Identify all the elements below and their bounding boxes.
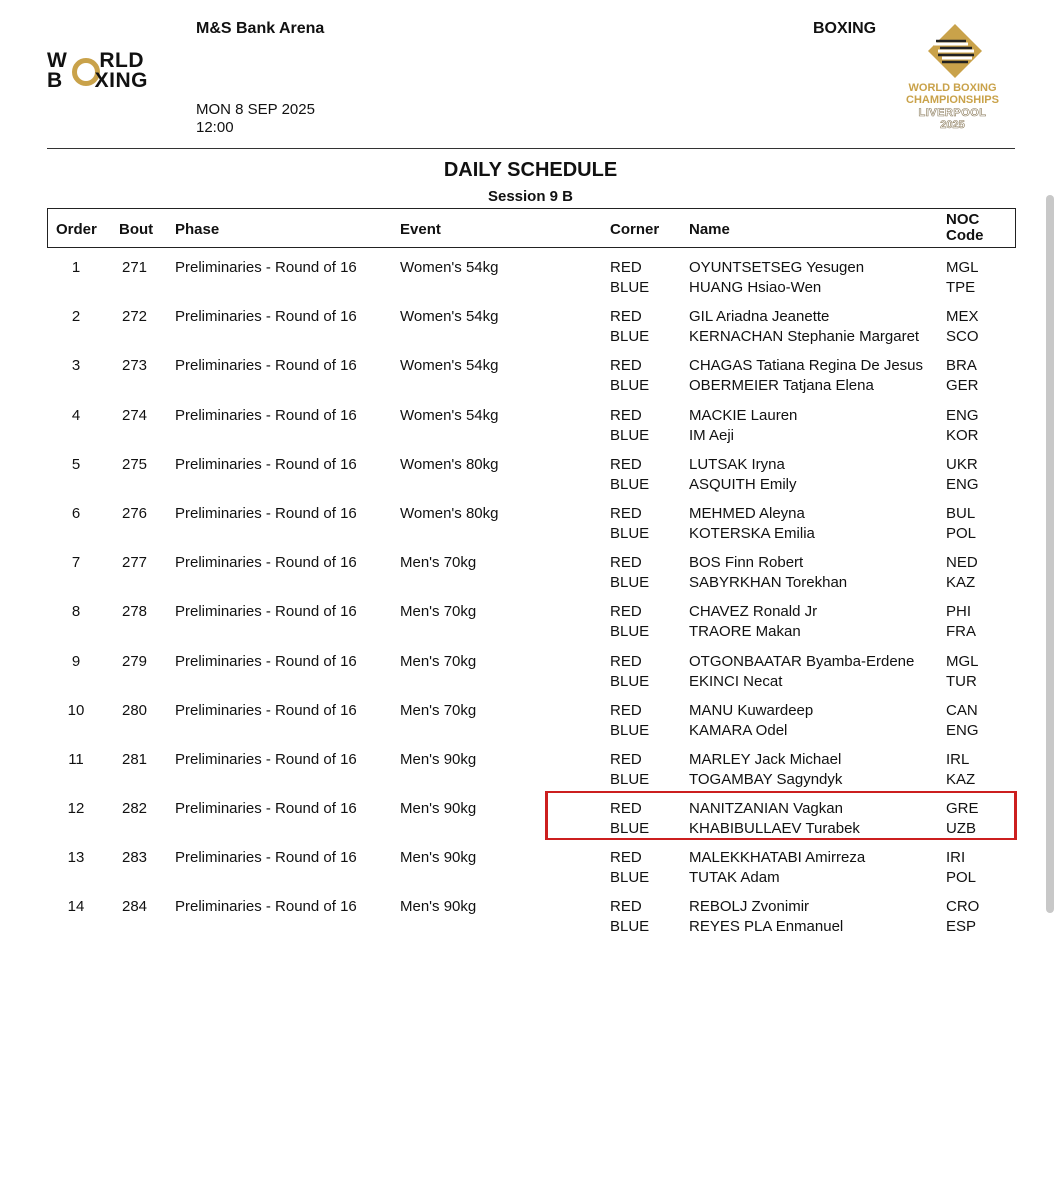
red-corner: RED (610, 603, 642, 621)
table-row (0, 848, 1061, 897)
red-noc-code: BRA (946, 357, 977, 375)
blue-corner: BLUE (610, 475, 650, 493)
blue-noc-code: ENG (946, 475, 979, 493)
name-cell (689, 848, 865, 888)
blue-noc-code: TPE (946, 279, 976, 296)
blue-corner: BLUE (610, 328, 650, 346)
bout-cell: 278 (122, 603, 148, 621)
name-cell (689, 504, 815, 544)
table-row (0, 504, 1061, 553)
red-noc-code: IRL (946, 750, 970, 768)
blue-boxer-name: EKINCI Necat (689, 672, 783, 690)
order-cell: 11 (68, 750, 84, 768)
column-header-noc-code (946, 212, 984, 244)
order-cell: 1 (71, 259, 81, 276)
corner-cell (610, 848, 649, 888)
order-cell: 9 (71, 652, 81, 670)
red-noc-code: MGL (946, 259, 979, 276)
phase-cell: Preliminaries - Round of 16 (175, 898, 357, 916)
blue-corner: BLUE (610, 918, 650, 936)
red-boxer-name: OYUNTSETSEG Yesugen (689, 259, 865, 276)
bout-cell: 279 (122, 652, 148, 670)
red-noc-code: MEX (946, 308, 979, 326)
name-cell (689, 307, 919, 347)
schedule-table-body (0, 258, 1061, 947)
world-boxing-logo (47, 50, 177, 92)
name-cell (689, 750, 842, 790)
blue-noc-code: POL (946, 524, 977, 542)
event-cell: Men's 90kg (400, 849, 477, 867)
blue-noc-code: ENG (946, 721, 979, 739)
blue-noc-code: FRA (946, 623, 976, 641)
bout-cell: 274 (122, 406, 148, 424)
table-row (0, 356, 1061, 405)
blue-boxer-name: HUANG Hsiao-Wen (689, 279, 822, 296)
corner-cell (610, 504, 649, 544)
phase-cell: Preliminaries - Round of 16 (175, 259, 357, 276)
red-noc-code: PHI (946, 603, 972, 621)
red-noc-code: BUL (946, 504, 976, 522)
name-cell (689, 602, 817, 642)
red-corner: RED (610, 701, 642, 719)
corner-cell (610, 406, 649, 446)
red-boxer-name: BOS Finn Robert (689, 554, 804, 572)
order-cell: 6 (71, 504, 81, 522)
table-header (47, 208, 1016, 248)
page-title: DAILY SCHEDULE (443, 159, 618, 181)
red-corner: RED (610, 849, 642, 867)
phase-cell: Preliminaries - Round of 16 (175, 308, 357, 326)
phase-cell: Preliminaries - Round of 16 (175, 652, 357, 670)
noc-cell (946, 602, 976, 642)
table-row (0, 553, 1061, 602)
order-cell: 8 (71, 603, 81, 621)
bout-cell: 277 (122, 554, 148, 572)
phase-cell: Preliminaries - Round of 16 (175, 603, 357, 621)
blue-noc-code: TUR (946, 672, 977, 690)
logo-letter: W (47, 49, 68, 72)
red-boxer-name: GIL Ariadna Jeanette (689, 308, 830, 326)
phase-cell: Preliminaries - Round of 16 (175, 849, 357, 867)
red-corner: RED (610, 750, 642, 768)
blue-boxer-name: KOTERSKA Emilia (689, 524, 815, 542)
red-corner: RED (610, 308, 642, 326)
event-cell: Women's 54kg (400, 259, 499, 276)
red-noc-code: UKR (946, 455, 978, 473)
event-cell: Women's 54kg (400, 357, 499, 375)
name-cell (689, 356, 923, 396)
corner-cell (610, 602, 649, 642)
red-boxer-name: REBOLJ Zvonimir (689, 898, 810, 916)
order-cell: 2 (71, 308, 81, 326)
blue-corner: BLUE (610, 672, 650, 690)
session-date: MON 8 SEP 2025 (196, 101, 315, 118)
blue-boxer-name: TUTAK Adam (689, 869, 780, 887)
noc-cell (946, 258, 979, 298)
name-cell (689, 406, 797, 446)
column-header-name: Name (689, 221, 730, 238)
blue-boxer-name: REYES PLA Enmanuel (689, 918, 844, 936)
venue-name: M&S Bank Arena (196, 20, 325, 37)
red-boxer-name: OTGONBAATAR Byamba-Erdene (689, 652, 915, 670)
noc-cell (946, 406, 979, 446)
championships-logo-line1: WORLD BOXING (908, 82, 997, 94)
header-divider (47, 148, 1015, 149)
blue-boxer-name: ASQUITH Emily (689, 475, 797, 493)
red-boxer-name: CHAVEZ Ronald Jr (689, 603, 818, 621)
red-corner: RED (610, 554, 642, 572)
session-time: 12:00 (196, 119, 234, 136)
name-cell (689, 258, 864, 298)
blue-corner: BLUE (610, 377, 650, 395)
red-boxer-name: NANITZANIAN Vagkan (689, 800, 843, 818)
championships-logo (895, 22, 1010, 137)
blue-boxer-name: SABYRKHAN Torekhan (689, 574, 848, 592)
red-corner: RED (610, 504, 642, 522)
blue-boxer-name: IM Aeji (689, 426, 735, 444)
event-cell: Men's 70kg (400, 603, 477, 621)
blue-noc-code: KOR (946, 426, 979, 444)
order-cell: 14 (67, 898, 85, 916)
blue-corner: BLUE (610, 279, 650, 296)
column-header-order: Order (56, 221, 97, 238)
blue-corner: BLUE (610, 770, 650, 788)
name-cell (689, 652, 914, 692)
blue-noc-code: UZB (946, 820, 976, 838)
red-noc-code: ENG (946, 406, 979, 424)
noc-cell (946, 553, 978, 593)
bout-cell: 273 (122, 357, 148, 375)
sport-name: BOXING (813, 20, 877, 37)
blue-noc-code: ESP (946, 918, 977, 936)
column-header-bout: Bout (119, 221, 154, 238)
phase-cell: Preliminaries - Round of 16 (175, 455, 357, 473)
corner-cell (610, 750, 649, 790)
corner-cell (610, 652, 649, 692)
red-corner: RED (610, 898, 642, 916)
event-cell: Men's 90kg (400, 800, 477, 818)
bout-cell: 284 (122, 898, 148, 916)
event-cell: Men's 90kg (400, 898, 477, 916)
red-boxer-name: MACKIE Lauren (689, 406, 798, 424)
bout-cell: 283 (122, 849, 148, 867)
blue-noc-code: GER (946, 377, 979, 395)
bout-cell: 276 (122, 504, 148, 522)
red-corner: RED (610, 259, 642, 276)
phase-cell: Preliminaries - Round of 16 (175, 554, 357, 572)
corner-cell (610, 307, 649, 347)
blue-noc-code: POL (946, 869, 977, 887)
table-row (0, 455, 1061, 504)
red-corner: RED (610, 800, 642, 818)
championships-logo-line2: CHAMPIONSHIPS (906, 94, 999, 106)
blue-corner: BLUE (610, 869, 650, 887)
column-header-corner: Corner (610, 221, 660, 238)
column-header-noc-line2: Code (946, 227, 984, 244)
championships-mark-icon (928, 24, 982, 84)
blue-boxer-name: KERNACHAN Stephanie Margaret (689, 328, 920, 346)
blue-boxer-name: OBERMEIER Tatjana Elena (689, 377, 874, 395)
name-cell (689, 455, 797, 495)
noc-cell (946, 652, 979, 692)
table-row (0, 307, 1061, 356)
phase-cell: Preliminaries - Round of 16 (175, 357, 357, 375)
noc-cell (946, 356, 979, 396)
blue-corner: BLUE (610, 524, 650, 542)
blue-corner: BLUE (610, 623, 650, 641)
event-cell: Men's 90kg (400, 750, 477, 768)
red-noc-code: IRI (946, 849, 966, 867)
corner-cell (610, 455, 649, 495)
table-row (0, 897, 1061, 946)
blue-noc-code: KAZ (946, 574, 976, 592)
logo-letters: RLD (99, 49, 144, 72)
blue-boxer-name: KHABIBULLAEV Turabek (689, 820, 860, 838)
corner-cell (610, 897, 649, 937)
corner-cell (610, 701, 649, 741)
red-noc-code: NED (946, 554, 978, 572)
table-row (0, 701, 1061, 750)
corner-cell (610, 258, 649, 298)
blue-corner: BLUE (610, 426, 650, 444)
name-cell (689, 553, 847, 593)
highlighted-bout-box (545, 791, 1017, 840)
corner-cell (610, 553, 649, 593)
vertical-scrollbar[interactable] (1046, 195, 1054, 913)
bout-cell: 275 (122, 455, 148, 473)
event-cell: Men's 70kg (400, 554, 477, 572)
phase-cell: Preliminaries - Round of 16 (175, 800, 357, 818)
blue-corner: BLUE (610, 820, 650, 838)
red-noc-code: CAN (946, 701, 978, 719)
event-cell: Men's 70kg (400, 701, 477, 719)
table-row (0, 406, 1061, 455)
noc-cell (946, 701, 979, 741)
bout-cell: 282 (122, 800, 148, 818)
logo-letters: XING (94, 69, 149, 92)
phase-cell: Preliminaries - Round of 16 (175, 750, 357, 768)
championships-logo-line4: 2025 (940, 119, 965, 131)
event-cell: Women's 80kg (400, 455, 499, 473)
noc-cell (946, 848, 976, 888)
event-cell: Men's 70kg (400, 652, 477, 670)
championships-logo-line3: LIVERPOOL (918, 107, 987, 119)
noc-cell (946, 750, 975, 790)
blue-noc-code: SCO (946, 328, 979, 346)
name-cell (689, 897, 843, 937)
column-header-event: Event (400, 221, 441, 238)
red-boxer-name: MALEKKHATABI Amirreza (689, 849, 866, 867)
blue-corner: BLUE (610, 721, 650, 739)
red-boxer-name: MANU Kuwardeep (689, 701, 814, 719)
blue-boxer-name: TRAORE Makan (689, 623, 801, 641)
column-header-noc-line1: NOC (946, 211, 980, 228)
bout-cell: 281 (122, 750, 148, 768)
bout-cell: 280 (122, 701, 148, 719)
event-cell: Women's 54kg (400, 308, 499, 326)
column-header-phase: Phase (175, 221, 220, 238)
red-boxer-name: CHAGAS Tatiana Regina De Jesus (689, 357, 924, 375)
blue-corner: BLUE (610, 574, 650, 592)
table-row (0, 652, 1061, 701)
order-cell: 5 (71, 455, 81, 473)
red-boxer-name: MARLEY Jack Michael (689, 750, 842, 768)
phase-cell: Preliminaries - Round of 16 (175, 504, 357, 522)
noc-cell (946, 504, 976, 544)
red-corner: RED (610, 652, 642, 670)
order-cell: 7 (71, 554, 81, 572)
phase-cell: Preliminaries - Round of 16 (175, 406, 357, 424)
noc-cell (946, 307, 979, 347)
order-cell: 13 (67, 849, 85, 867)
blue-boxer-name: KAMARA Odel (689, 721, 788, 739)
order-cell: 12 (67, 800, 85, 818)
red-corner: RED (610, 357, 642, 375)
name-cell (689, 701, 813, 741)
red-noc-code: CRO (946, 898, 980, 916)
event-cell: Women's 80kg (400, 504, 499, 522)
red-corner: RED (610, 455, 642, 473)
bout-cell: 271 (122, 259, 148, 276)
order-cell: 4 (71, 406, 81, 424)
blue-boxer-name: TOGAMBAY Sagyndyk (689, 770, 843, 788)
logo-letter: B (47, 69, 63, 92)
order-cell: 3 (71, 357, 81, 375)
noc-cell (946, 455, 979, 495)
bout-cell: 272 (122, 308, 148, 326)
order-cell: 10 (67, 701, 85, 719)
event-cell: Women's 54kg (400, 406, 499, 424)
red-boxer-name: LUTSAK Iryna (689, 455, 785, 473)
red-noc-code: GRE (946, 800, 979, 818)
corner-cell (610, 356, 649, 396)
table-row (0, 258, 1061, 307)
blue-noc-code: KAZ (946, 770, 976, 788)
red-noc-code: MGL (946, 652, 979, 670)
red-boxer-name: MEHMED Aleyna (689, 504, 805, 522)
session-label: Session 9 B (487, 188, 574, 205)
red-corner: RED (610, 406, 642, 424)
table-row (0, 602, 1061, 651)
phase-cell: Preliminaries - Round of 16 (175, 701, 357, 719)
noc-cell (946, 897, 979, 937)
